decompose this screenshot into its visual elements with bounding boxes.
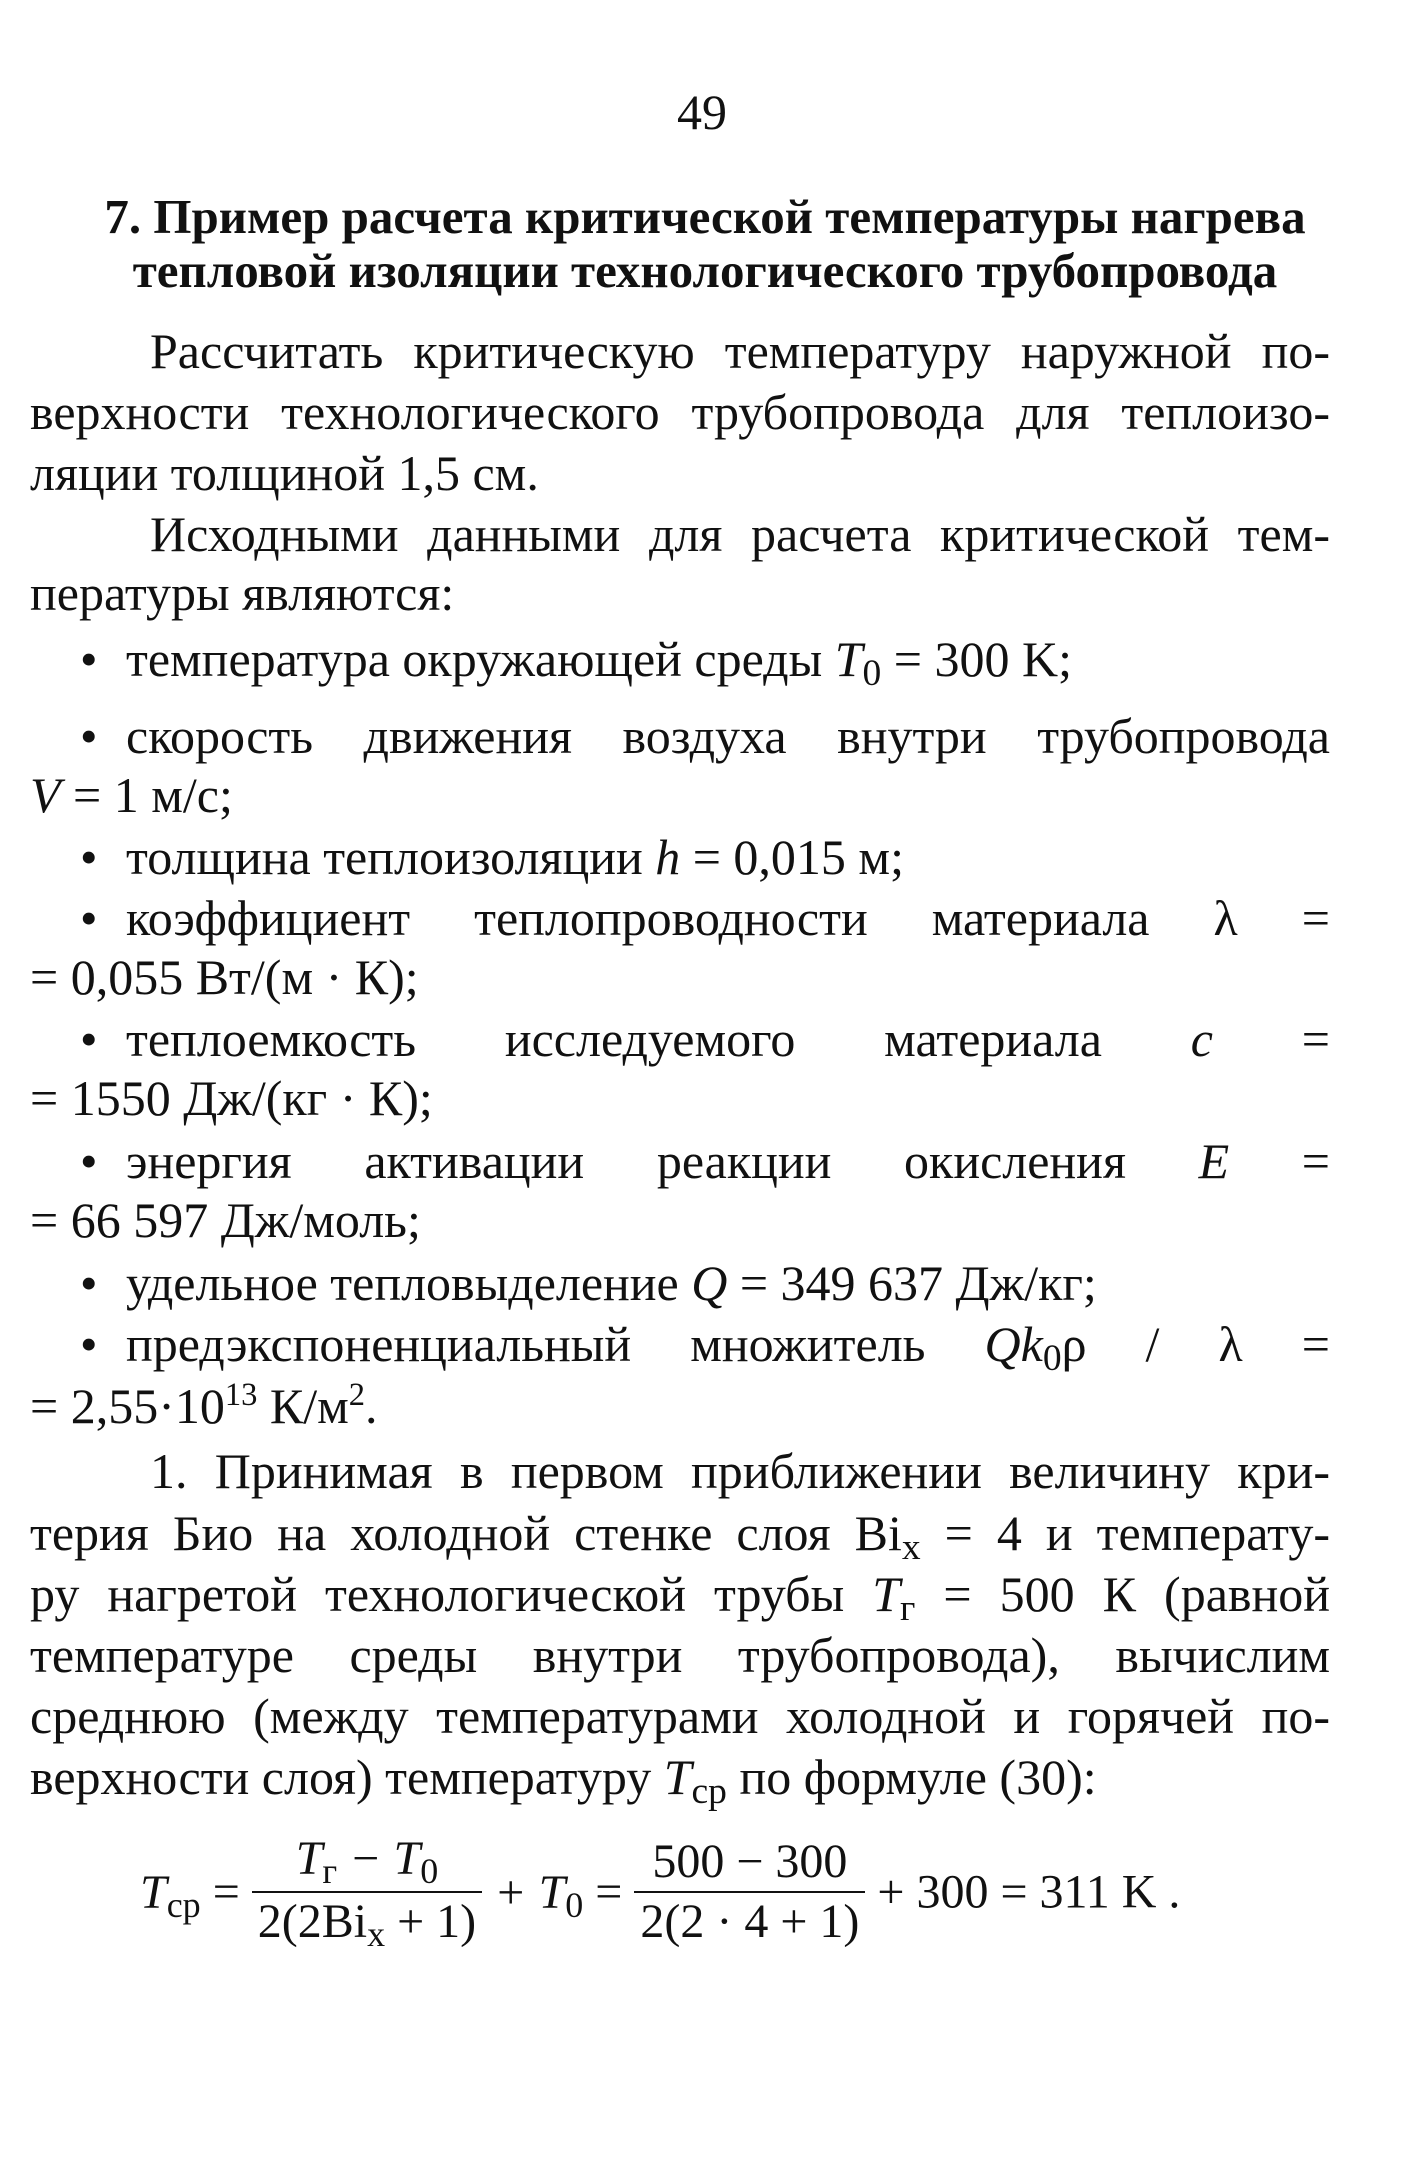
bullet-dot: • (80, 1011, 98, 1067)
bullet-dot: • (80, 1316, 98, 1372)
bullet-heat-capacity-line-2: = 1550 Дж/(кг · К); (30, 1070, 433, 1126)
bullet-preexponential-factor-line-1: • предэкспоненциальный множитель Qk0ρ / λ = (80, 1313, 1330, 1381)
bullet-activation-energy-line-1: • энергия активации реакции окисления E = (80, 1130, 1330, 1192)
bullet-air-velocity-line-2: V = 1 м/с; (30, 767, 233, 823)
bullet-thermal-conductivity-line-1: • коэффициент теплопроводности материала λ = (80, 887, 1330, 949)
bullet-activation-energy-line-2: = 66 597 Дж/моль; (30, 1192, 421, 1248)
bullet-dot: • (80, 829, 98, 885)
paragraph-1-line-1: Рассчитать критическую температуру наружной по- (150, 323, 1330, 379)
bullet-air-velocity-line-1: • скорость движения воздуха внутри трубопровода (80, 705, 1330, 767)
paragraph-3-line-6: верхности слоя) температуру Tср по формуле (30): (30, 1749, 1097, 1813)
page-number: 49 (677, 84, 727, 140)
paragraph-3-line-4: температуре среды внутри трубопровода), вычислим (30, 1627, 1330, 1683)
fraction-symbolic: $\frac{Tг - T0}{\text{2(2Bix + 1)}}$ (252, 1830, 482, 1954)
section-heading-line-1: 7. Пример расчета критической температуры нагрева (104, 189, 1306, 244)
paragraph-3-line-5: среднюю (между температурами холодной и горячей по- (30, 1688, 1330, 1744)
formula-average-temperature (0, 1830, 1404, 1960)
paragraph-2-line-1: Исходными данными для расчета критической тем- (150, 506, 1330, 562)
bullet-insulation-thickness: • толщина теплоизоляции h = 0,015 м; (80, 826, 1330, 888)
paragraph-1-line-3: ляции толщиной 1,5 см. (30, 445, 539, 501)
section-heading-line-2: тепловой изоляции технологического трубопровода (132, 243, 1278, 298)
paragraph-3-line-2: терия Био на холодной стенке слоя Bix = 4 и температу- (30, 1505, 1330, 1569)
bullet-dot: • (80, 631, 98, 687)
paragraph-1-line-2: верхности технологического трубопровода для теплоизо- (30, 384, 1330, 440)
bullet-dot: • (80, 708, 98, 764)
bullet-specific-heat-release: • удельное тепловыделение Q = 349 637 Дж/кг; (80, 1252, 1330, 1314)
paragraph-3-line-3: ру нагретой технологической трубы Tг = 500 К (равной (30, 1566, 1331, 1630)
bullet-preexponential-factor-line-2: = $2,55\cdot 10^{13}$ $К/м^2$. (30, 1377, 378, 1434)
paragraph-2-line-2: пературы являются: (30, 565, 455, 621)
bullet-dot: • (80, 1133, 98, 1189)
bullet-ambient-temperature: • температура окружающей среды T0 = 300 K; (80, 628, 1330, 696)
bullet-thermal-conductivity-line-2: = 0,055 Вт/(м · К); (30, 949, 419, 1005)
bullet-dot: • (80, 890, 98, 946)
fraction-numeric: $\frac{500 - 300}{2(2 \cdot 4 + 1)}$ (634, 1833, 865, 1951)
paragraph-3-line-1: 1. Принимая в первом приближении величину кри- (150, 1443, 1330, 1499)
bullet-heat-capacity-line-1: • теплоемкость исследуемого материала c = (80, 1008, 1330, 1070)
bullet-dot: • (80, 1255, 98, 1311)
formula-line: Tср = $\frac{Tг - T0}{\text{2(2Bix + 1)}}$ + T0 = $\frac{500 - 300}{2(2 \cdot 4 + 1)}$ + 300 = 311 K . (140, 1832, 1181, 1954)
